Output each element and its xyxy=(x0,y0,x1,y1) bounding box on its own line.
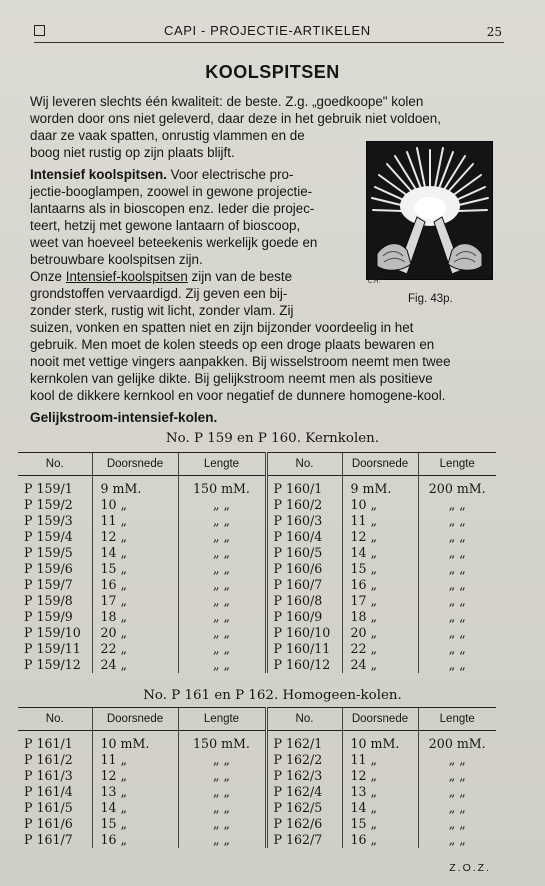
cell-doorsnede: 10 „ xyxy=(92,497,178,513)
cell-no: P 160/9 xyxy=(266,609,342,625)
cell-no: P 161/1 xyxy=(24,736,73,751)
checkbox-square-icon xyxy=(34,25,45,36)
cell-no: P 160/2 xyxy=(266,497,342,513)
cell-doorsnede: 24 „ xyxy=(342,657,418,673)
cell-no: P 160/4 xyxy=(266,529,342,545)
table-row xyxy=(18,561,496,577)
turn-over-note: Z.O.Z. xyxy=(449,862,491,874)
cell-lengte: 150 mM. xyxy=(178,476,266,498)
cell-doorsnede: 11 „ xyxy=(92,752,178,768)
cell-doorsnede: 17 „ xyxy=(92,593,178,609)
cell-doorsnede: 11 „ xyxy=(92,513,178,529)
para2-first-line xyxy=(30,268,292,285)
cell-doorsnede: 14 „ xyxy=(342,545,418,561)
cell-lengte: „ „ xyxy=(418,768,496,784)
intro-line: daar ze vaak spatten, onrustig vlammen en de xyxy=(30,128,305,143)
cell-no: P 161/6 xyxy=(24,816,73,831)
col-header-no: No. xyxy=(18,453,92,476)
col-header-no: No. xyxy=(18,708,92,731)
cell-doorsnede: 11 „ xyxy=(342,752,418,768)
cell-no: P 160/7 xyxy=(266,577,342,593)
section-line: jectie-booglampen, zoowel in gewone projectie- xyxy=(30,184,313,199)
section-line: lantaarns als in bioscopen enz. Ieder die projec- xyxy=(30,201,315,216)
cell-doorsnede: 15 „ xyxy=(92,816,178,832)
table-row xyxy=(18,731,496,753)
cell-lengte: „ „ xyxy=(418,593,496,609)
cell-lengte: „ „ xyxy=(178,800,266,816)
cell-doorsnede: 16 „ xyxy=(342,832,418,848)
col-header-lengte: Lengte xyxy=(418,708,496,731)
cell-lengte: „ „ xyxy=(178,545,266,561)
table-row xyxy=(18,609,496,625)
table-row xyxy=(18,513,496,529)
cell-lengte: „ „ xyxy=(178,561,266,577)
cell-no: P 161/3 xyxy=(24,768,73,783)
cell-lengte: 200 mM. xyxy=(418,476,496,498)
cell-no: P 160/8 xyxy=(266,593,342,609)
table-row xyxy=(18,784,496,800)
page-number: 25 xyxy=(486,25,502,39)
table-row xyxy=(18,593,496,609)
cell-doorsnede: 13 „ xyxy=(342,784,418,800)
cell-doorsnede: 20 „ xyxy=(342,625,418,641)
cell-doorsnede: 9 mM. xyxy=(92,476,178,498)
subsection-heading: Gelijkstroom-intensief-kolen. xyxy=(30,410,218,425)
cell-no: P 162/5 xyxy=(266,800,342,816)
cell-doorsnede: 10 „ xyxy=(342,497,418,513)
cell-doorsnede: 11 „ xyxy=(342,513,418,529)
cell-lengte: „ „ xyxy=(418,625,496,641)
cell-lengte: „ „ xyxy=(178,577,266,593)
col-header-doorsnede: Doorsnede xyxy=(342,708,418,731)
para2-line: nooit met vettige vingers aanpakken. Bij wisselstroom neemt men twee xyxy=(30,354,451,369)
cell-lengte: „ „ xyxy=(178,497,266,513)
table-row xyxy=(18,497,496,513)
cell-lengte: 200 mM. xyxy=(418,731,496,753)
table1-title: No. P 159 en P 160. Kernkolen. xyxy=(165,431,380,446)
cell-no: P 160/3 xyxy=(266,513,342,529)
cell-lengte: „ „ xyxy=(178,609,266,625)
cell-lengte: „ „ xyxy=(418,561,496,577)
table-homogeen-kolen xyxy=(18,707,496,848)
col-header-no: No. xyxy=(266,708,342,731)
col-header-no: No. xyxy=(266,453,342,476)
cell-no: P 160/10 xyxy=(266,625,342,641)
table-kernkolen xyxy=(18,452,496,673)
cell-no: P 160/11 xyxy=(266,641,342,657)
para2-line: suizen, vonken en spatten niet en zijn bijzonder voordeelig in het xyxy=(30,320,414,335)
table-row xyxy=(18,529,496,545)
para2-line: kernkolen van gelijke dikte. Bij gelijkstroom neemt men als positieve xyxy=(30,371,433,386)
section-line: betrouwbare koolspitsen zijn. xyxy=(30,252,203,267)
cell-no: P 161/4 xyxy=(24,784,73,799)
cell-no: P 159/10 xyxy=(24,625,81,640)
cell-lengte: „ „ xyxy=(418,513,496,529)
cell-no: P 159/12 xyxy=(24,657,81,672)
cell-doorsnede: 16 „ xyxy=(92,832,178,848)
table-row xyxy=(18,832,496,848)
col-header-doorsnede: Doorsnede xyxy=(342,453,418,476)
cell-doorsnede: 10 mM. xyxy=(342,731,418,753)
section-title: Intensief koolspitsen. xyxy=(30,167,167,182)
para2-line: zonder sterk, rustig wit licht, zonder vlam. Zij xyxy=(30,303,294,318)
cell-lengte: „ „ xyxy=(178,832,266,848)
section-first-line xyxy=(30,166,293,183)
cell-no: P 160/5 xyxy=(266,545,342,561)
para2-prefix: Onze xyxy=(30,269,66,284)
cell-lengte: „ „ xyxy=(418,529,496,545)
col-header-doorsnede: Doorsnede xyxy=(92,708,178,731)
para2-line: kool de dikkere kernkool en voor negatief de dunnere homogene-kool. xyxy=(30,388,446,403)
cell-lengte: „ „ xyxy=(418,609,496,625)
col-header-lengte: Lengte xyxy=(178,453,266,476)
cell-lengte: „ „ xyxy=(178,513,266,529)
section-line: weet van hoeveel beteekenis werkelijk goede en xyxy=(30,235,318,250)
col-header-lengte: Lengte xyxy=(418,453,496,476)
cell-no: P 160/1 xyxy=(266,476,342,498)
cell-lengte: 150 mM. xyxy=(178,731,266,753)
cell-doorsnede: 13 „ xyxy=(92,784,178,800)
cell-no: P 161/7 xyxy=(24,832,73,847)
col-header-doorsnede: Doorsnede xyxy=(92,453,178,476)
cell-lengte: „ „ xyxy=(418,784,496,800)
table-row xyxy=(18,641,496,657)
table-row xyxy=(18,657,496,673)
cell-doorsnede: 12 „ xyxy=(342,529,418,545)
cell-lengte: „ „ xyxy=(418,657,496,673)
cell-no: P 159/3 xyxy=(24,513,73,528)
cell-no: P 159/9 xyxy=(24,609,73,624)
cell-no: P 159/6 xyxy=(24,561,73,576)
table-row xyxy=(18,816,496,832)
cell-doorsnede: 17 „ xyxy=(342,593,418,609)
cell-lengte: „ „ xyxy=(178,593,266,609)
table-row xyxy=(18,625,496,641)
cell-no: P 162/6 xyxy=(266,816,342,832)
cell-doorsnede: 15 „ xyxy=(92,561,178,577)
cell-lengte: „ „ xyxy=(418,752,496,768)
para2-line: gebruik. Men moet de kolen steeds op een droge plaats bewaren en xyxy=(30,337,435,352)
running-title: CAPI - PROJECTIE-ARTIKELEN xyxy=(164,23,371,38)
cell-no: P 160/6 xyxy=(266,561,342,577)
cell-doorsnede: 18 „ xyxy=(92,609,178,625)
cell-lengte: „ „ xyxy=(418,832,496,848)
cell-doorsnede: 14 „ xyxy=(92,800,178,816)
cell-lengte: „ „ xyxy=(418,800,496,816)
page-header xyxy=(34,22,504,43)
cell-lengte: „ „ xyxy=(418,641,496,657)
cell-lengte: „ „ xyxy=(418,577,496,593)
cell-lengte: „ „ xyxy=(178,784,266,800)
cell-lengte: „ „ xyxy=(178,768,266,784)
table-row xyxy=(18,577,496,593)
intro-line: boog niet rustig op zijn plaats blijft. xyxy=(30,145,235,160)
cell-doorsnede: 16 „ xyxy=(92,577,178,593)
cell-lengte: „ „ xyxy=(178,641,266,657)
para2-underlined: Intensief-koolspitsen xyxy=(65,269,188,284)
cell-doorsnede: 9 mM. xyxy=(342,476,418,498)
arc-lamp-illustration xyxy=(366,141,493,280)
cell-no: P 162/7 xyxy=(266,832,342,848)
figure-caption: Fig. 43p. xyxy=(408,293,453,305)
figure-signature: C.H. xyxy=(368,279,380,285)
cell-no: P 159/11 xyxy=(24,641,81,656)
cell-doorsnede: 12 „ xyxy=(92,768,178,784)
cell-doorsnede: 12 „ xyxy=(342,768,418,784)
cell-no: P 160/12 xyxy=(266,657,342,673)
cell-lengte: „ „ xyxy=(178,752,266,768)
cell-lengte: „ „ xyxy=(178,657,266,673)
cell-doorsnede: 15 „ xyxy=(342,561,418,577)
col-header-lengte: Lengte xyxy=(178,708,266,731)
cell-doorsnede: 14 „ xyxy=(342,800,418,816)
cell-no: P 159/5 xyxy=(24,545,73,560)
intro-line: Wij leveren slechts één kwaliteit: de beste. Z.g. „goedkoope" kolen xyxy=(30,94,424,109)
table2-title: No. P 161 en P 162. Homogeen-kolen. xyxy=(143,688,402,703)
cell-doorsnede: 16 „ xyxy=(342,577,418,593)
table-row xyxy=(18,476,496,498)
section-first-rest: Voor electrische pro- xyxy=(166,167,294,182)
cell-lengte: „ „ xyxy=(178,529,266,545)
table-row xyxy=(18,800,496,816)
table-row xyxy=(18,752,496,768)
table-row xyxy=(18,545,496,561)
cell-no: P 162/1 xyxy=(266,731,342,753)
cell-no: P 162/4 xyxy=(266,784,342,800)
table-row xyxy=(18,768,496,784)
cell-no: P 159/7 xyxy=(24,577,73,592)
cell-doorsnede: 15 „ xyxy=(342,816,418,832)
cell-no: P 159/1 xyxy=(24,481,73,496)
cell-doorsnede: 10 mM. xyxy=(92,731,178,753)
cell-doorsnede: 22 „ xyxy=(342,641,418,657)
cell-no: P 159/8 xyxy=(24,593,73,608)
cell-no: P 161/2 xyxy=(24,752,73,767)
cell-doorsnede: 18 „ xyxy=(342,609,418,625)
cell-lengte: „ „ xyxy=(178,625,266,641)
article-heading: KOOLSPITSEN xyxy=(205,62,340,82)
cell-lengte: „ „ xyxy=(418,497,496,513)
cell-doorsnede: 20 „ xyxy=(92,625,178,641)
cell-doorsnede: 12 „ xyxy=(92,529,178,545)
para2-line: grondstoffen vervaardigd. Zij geven een bij- xyxy=(30,286,288,301)
carbon-rods-icon xyxy=(367,142,492,279)
cell-doorsnede: 14 „ xyxy=(92,545,178,561)
cell-no: P 162/2 xyxy=(266,752,342,768)
cell-doorsnede: 22 „ xyxy=(92,641,178,657)
cell-no: P 162/3 xyxy=(266,768,342,784)
para2-first-rest: zijn van de beste xyxy=(187,269,293,284)
cell-no: P 159/2 xyxy=(24,497,73,512)
cell-doorsnede: 24 „ xyxy=(92,657,178,673)
cell-lengte: „ „ xyxy=(178,816,266,832)
cell-lengte: „ „ xyxy=(418,816,496,832)
section-line: teert, hetzij met gewone lantaarn of bioscoop, xyxy=(30,218,301,233)
cell-lengte: „ „ xyxy=(418,545,496,561)
intro-line: worden door ons niet geleverd, daar deze in het gebruik niet voldoen, xyxy=(30,111,441,126)
cell-no: P 161/5 xyxy=(24,800,73,815)
cell-no: P 159/4 xyxy=(24,529,73,544)
